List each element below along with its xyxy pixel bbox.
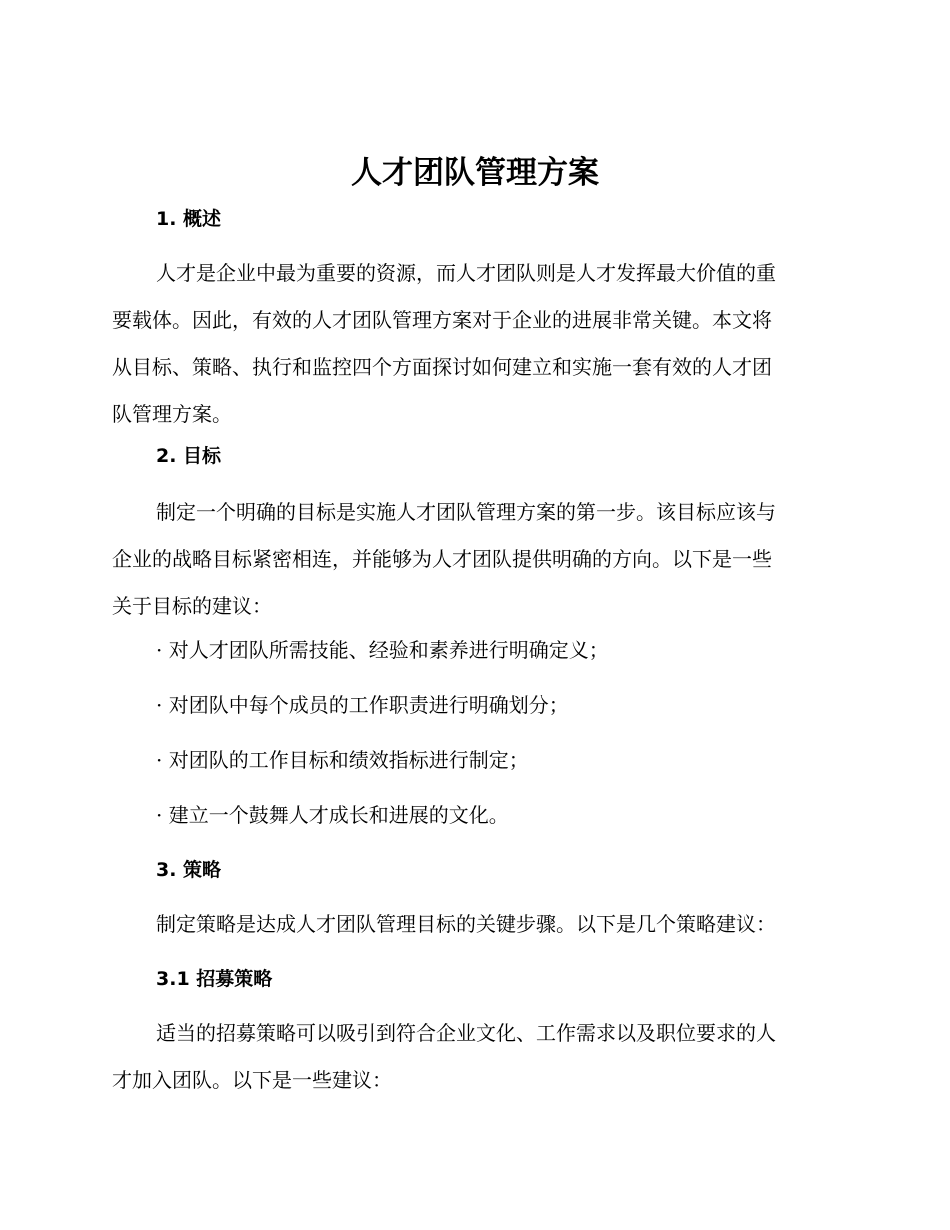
section-heading-goals: 2. 目标 (156, 445, 222, 467)
goals-paragraph: 制定一个明确的目标是实施人才团队管理方案的第一步。该目标应该与 企业的战略目标紧密相连，并能够为人才团队提供明确的方向。以下是一些 关于目标的建议： (112, 500, 776, 618)
goals-bullet-2: · 对团队中每个成员的工作职责进行明确划分； (156, 693, 569, 717)
goals-bullet-3: · 对团队的工作目标和绩效指标进行制定； (156, 748, 529, 772)
strategy-paragraph: 制定策略是达成人才团队管理目标的关键步骤。以下是几个策略建议： (156, 912, 776, 936)
overview-paragraph: 人才是企业中最为重要的资源，而人才团队则是人才发挥最大价值的重 要载体。因此，有效的人才团队管理方案对于企业的进展非常关键。本文将 从目标、策略、执行和监控四个方面探讨如何建立和实施一套有效的人才团 队管理方案。 (112, 261, 776, 426)
goals-bullet-1: · 对人才团队所需技能、经验和素养进行明确定义； (156, 638, 609, 662)
section-heading-recruitment: 3.1 招募策略 (156, 968, 273, 990)
goals-bullet-4: · 建立一个鼓舞人才成长和进展的文化。 (156, 803, 509, 827)
section-heading-overview: 1. 概述 (156, 208, 222, 230)
section-heading-strategy: 3. 策略 (156, 859, 222, 881)
document-title: 人才团队管理方案 (351, 155, 599, 191)
recruitment-paragraph: 适当的招募策略可以吸引到符合企业文化、工作需求以及职位要求的人 才加入团队。以下是一些建议： (112, 1021, 776, 1092)
